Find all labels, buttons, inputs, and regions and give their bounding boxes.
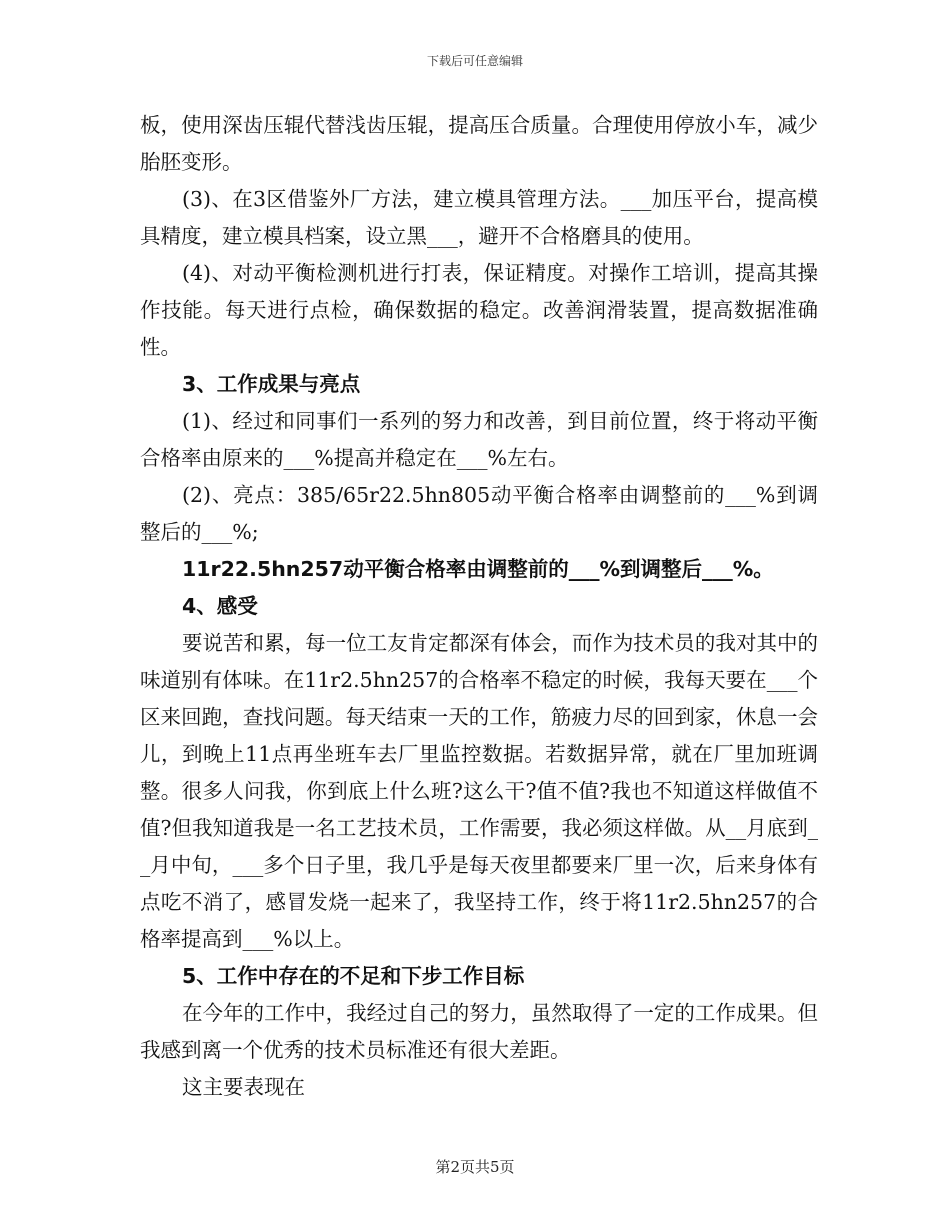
page-number-footer: 第2页共5页 bbox=[435, 1158, 515, 1176]
paragraph-result-2: (2)、亮点：385/65r22.5hn805动平衡合格率由调整前的___%到调整后的___%; bbox=[140, 483, 818, 544]
paragraph-feelings: 要说苦和累，每一位工友肯定都深有体会，而作为技术员的我对其中的味道别有体味。在11r2.5hn257的合格率不稳定的时候，我每天要在___个区来回跑，查找问题。每天结束一天的工作，筋疲力尽的回到家，休息一会儿，到晚上11点再坐班车去厂里监控数据。若数据异常，就在厂里加班调整。很多人问我，你到底上什么班?这么干?值不值?我也不知道这样做值不值?但我知道我是一名工艺技术员，工作需要，我必须这样做。从__月底到__月中旬，___多个日子里，我几乎是每天夜里都要来厂里一次，后来身体有点吃不消了，感冒发烧一起来了，我坚持工作，终于将11r2.5hn257的合格率提高到___%以上。 bbox=[140, 631, 818, 951]
section-heading-feelings: 4、感受 bbox=[182, 594, 258, 618]
paragraph-item-4: (4)、对动平衡检测机进行打表，保证精度。对操作工培训，提高其操作技能。每天进行点检，确保数据的稳定。改善润滑装置，提高数据准确性。 bbox=[140, 261, 818, 359]
paragraph-result-1: (1)、经过和同事们一系列的努力和改善，到目前位置，终于将动平衡合格率由原来的___%提高并稳定在___%左右。 bbox=[140, 409, 818, 470]
section-heading-results: 3、工作成果与亮点 bbox=[182, 372, 361, 396]
page-header: 下载后可任意编辑 bbox=[426, 54, 523, 68]
document-body bbox=[140, 107, 818, 1106]
paragraph-shortcomings: 在今年的工作中，我经过自己的努力，虽然取得了一定的工作成果。但我感到离一个优秀的技术员标准还有很大差距。 bbox=[140, 1001, 818, 1062]
paragraph-continuation: 板，使用深齿压辊代替浅齿压辊，提高压合质量。合理使用停放小车，减少胎胚变形。 bbox=[140, 113, 818, 174]
paragraph-item-3: (3)、在3区借鉴外厂方法，建立模具管理方法。___加压平台，提高模具精度，建立模具档案，设立黑___，避开不合格磨具的使用。 bbox=[140, 187, 818, 248]
section-heading-shortcomings: 5、工作中存在的不足和下步工作目标 bbox=[182, 964, 525, 988]
paragraph-highlight-bold: 11r22.5hn257动平衡合格率由调整前的___%到调整后___%。 bbox=[182, 557, 774, 581]
paragraph-main-points: 这主要表现在 bbox=[182, 1075, 305, 1099]
